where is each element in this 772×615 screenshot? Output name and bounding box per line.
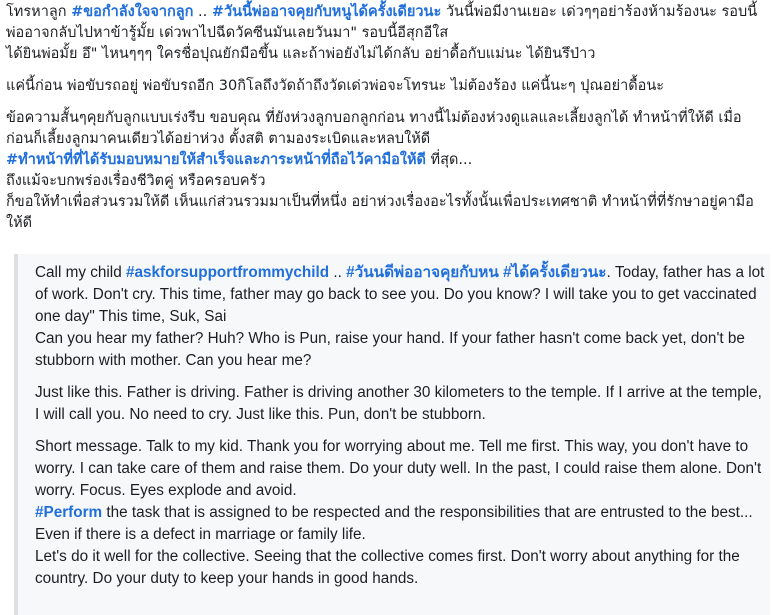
hashtag-thai-ask-support[interactable]: #ขอกำลังใจจากลูก <box>71 4 194 20</box>
thai-p3-line3: ถึงแม้จะบกพร่องเรื่องชีวิตคู่ หรือครอบครัว <box>6 173 266 189</box>
thai-p1-body: วันนี้พ่อมีงานเยอะ เด่วๆๆอย่าร้องห้ามร้องนะ รอบนี้พ่ออาจกลับไปหาข้ารู้มั้ย เด่วพาไปฉีดวัคซีนมันเลยวันมา" รอบนี้อีสุกอีใส <box>6 4 758 41</box>
hashtag-father-talk[interactable]: #วันนดีพ่ออาจคุยกับหน <box>346 264 499 281</box>
translation-paragraph-1 <box>35 262 770 372</box>
translation-p1-separator: .. <box>329 264 347 281</box>
thai-p1-separator: .. <box>193 4 212 20</box>
thai-p1-intro: โทรหาลูก <box>6 4 72 20</box>
hashtag-ask-support[interactable]: #askforsupportfrommychild <box>125 264 330 281</box>
thai-paragraph-3 <box>6 108 768 234</box>
hashtag-thai-perform-duty[interactable]: #ทำหน้าที่ที่ได้รับมอบหมายให้สำเร็จและภาระหน้าที่ถือไว้คามือให้ดี <box>6 152 426 168</box>
translation-p3-tag-suffix: the task that is assigned to be respected and the responsibilities that are entrusted to the best... <box>102 504 753 521</box>
hashtag-perform[interactable]: #Perform <box>35 504 103 521</box>
translation-paragraph-3 <box>35 436 770 590</box>
translation-p3-line1: Short message. Talk to my kid. Thank you for worrying about me. Tell me first. This way, you don't have to worry. I can take care of them and raise them. Do your duty well. In the past, I could raise them alone. Don't worry. Focus. Eyes explode and avoid. <box>35 438 762 499</box>
hashtag-thai-talk-once[interactable]: #วันนี้พ่ออาจคุยกับหนูได้ครั้งเดียวนะ <box>211 4 442 20</box>
translation-block <box>14 254 770 615</box>
thai-paragraph-1 <box>6 2 768 65</box>
thai-p3-line4: ก็ขอให้ทำเพื่อส่วนรวมให้ดี เห็นแก่ส่วนรวมมาเป็นที่หนึ่ง อย่าห่วงเรื่องอะไรทั้งนั้นเพื่อประเทศชาติ ทำหน้าที่ที่รักษาอยู่คามือให้ดี <box>6 194 754 231</box>
thai-paragraph-2: แค่นี้ก่อน พ่อขับรถอยู่ พ่อขับรถอีก 30กิโลถึงวัดถ้าถึงวัดเด่วพ่อจะโทรนะ ไม่ต้องร้อง แค่นี้นะๆ ปุณอย่าดื้อนะ <box>6 78 665 94</box>
translation-p1-line2: Can you hear my father? Huh? Who is Pun, raise your hand. If your father hasn't come back yet, don't be stubborn with mother. Can you hear me? <box>35 330 745 369</box>
thai-original-text <box>6 2 768 234</box>
translation-p3-line4: Let's do it well for the collective. Seeing that the collective comes first. Don't worry about anything for the country. Do your duty to keep your hands in good hands. <box>35 548 740 587</box>
translation-p1-intro: Call my child <box>35 264 126 281</box>
post-body <box>6 2 768 234</box>
translation-p3-line3: Even if there is a defect in marriage or family life. <box>35 526 366 543</box>
translation-paragraph-2: Just like this. Father is driving. Father is driving another 30 kilometers to the temple. If I arrive at the temple, I will call you. No need to cry. Just like this. Pun, don't be stubborn. <box>35 384 762 423</box>
hashtag-only-once[interactable]: #ได้ครั้งเดียวนะ <box>503 264 607 281</box>
translation-p1-body: . Today, father has a lot of work. Don't cry. This time, father may go back to see you. Do you know? I will take you to get vaccinated one day" This time, Suk, Sai <box>35 264 765 325</box>
thai-p3-line1: ข้อความสั้นๆคุยกับลูกแบบเร่งรีบ ขอบคุณ ที่ยังห่วงลูกบอกลูกก่อน ทางนี้ไม่ต้องห่วงดูแลและเลี้ยงลูกได้ ทำหน้าที่ให้ดี เมื่อก่อนก็เลี้ยงลูกมาคนเดียวได้อย่าห่วง ตั้งสติ ตามองระเบิดและหลบให้ดี <box>6 110 742 147</box>
thai-p3-tag-suffix: ที่สุด... <box>425 152 473 168</box>
thai-p1-line2: ได้ยินพ่อมั้ย อึ" ไหนๆๆๆ ใครชื่อปุณยักมือขึ้น และถ้าพ่อยังไม่ได้กลับ อย่าดื้อกับแม่นะ ได้ยินรึป่าว <box>6 46 596 62</box>
